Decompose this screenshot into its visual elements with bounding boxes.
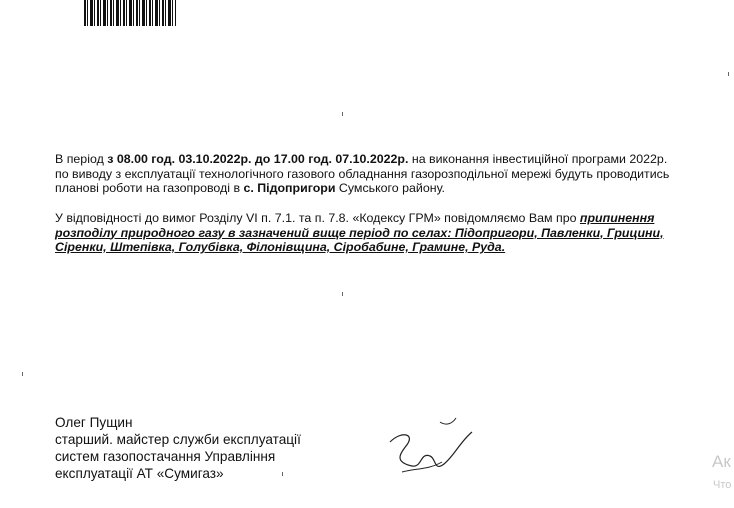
signatory-title: систем газопостачання Управління	[55, 449, 276, 464]
scan-speck	[282, 472, 283, 476]
scan-speck	[342, 292, 343, 296]
notice-line: В період з 08.00 год. 03.10.2022р. до 17.00 год. 07.10.2022р. на виконання інвестиційної програми 2022р.	[55, 152, 668, 166]
barcode	[84, 0, 176, 26]
overlay-text: Ак	[712, 452, 731, 471]
scan-speck	[342, 112, 343, 116]
notice-line: по виводу з експлуатації технологічного газового обладнання газорозподільної мережі будуть проводитись	[55, 166, 670, 181]
signatory-title: старший. майстер служби експлуатації	[55, 432, 301, 447]
emphasis-text: припинення	[579, 211, 655, 225]
village-name: с. Підопригори	[243, 181, 336, 195]
overlay-text: Что	[713, 479, 732, 491]
signatory-name: Олег Пущин	[55, 415, 133, 430]
scan-speck	[22, 372, 23, 376]
emphasis-text: Сіренки, Штепівка, Голубівка, Філонівщина, Сіробабине, Грамине, Руда.	[55, 240, 506, 254]
notice-paragraph-2	[55, 211, 664, 255]
signatory-title: експлуатації АТ «Сумигаз»	[55, 466, 224, 481]
scan-speck	[728, 72, 729, 76]
notice-line: У відповідності до вимог Розділу VI п. 7.1. та п. 7.8. «Кодексу ГРМ» повідомляємо Вам про припинення	[55, 211, 655, 225]
emphasis-text: розподілу природного газу в зазначений вище період по селах: Підопригори, Павленки, Грицини,	[55, 225, 664, 240]
period-dates: з 08.00 год. 03.10.2022р. до 17.00 год. 07.10.2022р.	[107, 152, 409, 166]
handwritten-signature	[382, 412, 482, 482]
notice-paragraph-1	[55, 152, 669, 196]
signatory-block	[55, 414, 301, 482]
notice-line: планові роботи на газопроводі в с. Підопригори Сумського району.	[55, 181, 445, 195]
